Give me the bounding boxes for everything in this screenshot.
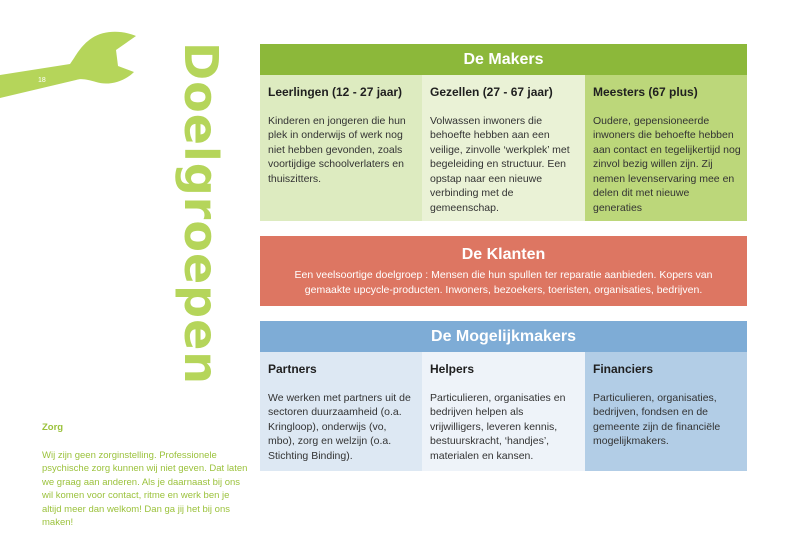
mogelijkmakers-section [260,321,747,471]
wrench-label: 18 [38,77,46,84]
makers-column-gezellen [422,75,585,221]
page-title-container [170,42,230,422]
zorg-note [42,421,250,530]
klanten-header: De Klanten [461,246,546,263]
makers-section [260,44,747,221]
column-text: Oudere, gepensioneerde inwoners die behoefte hebben aan contact en tegelijkertijd nog zinvol bezig willen zijn. Zij nemen levenservaring mee en delen dit met nieuwe generaties [593,114,741,214]
wrench-icon [0,20,140,110]
page-title: Doelgroepen [174,42,228,386]
column-heading: Gezellen (27 - 67 jaar) [430,85,553,99]
column-text: Particulieren, organisaties en bedrijven helpen als vrijwilligers, leveren kennis, bestuurskracht, ‘handjes’, materialen en kansen. [430,391,566,462]
mogelijkmakers-column-partners [260,352,422,471]
column-heading: Financiers [593,362,654,376]
klanten-text: Een veelsoortige doelgroep : Mensen die hun spullen ter reparatie aanbieden. Kopers van gemaakte upcycle-producten. Inwoners, bezoekers, toeristen, organisaties, bedrijven. [294,269,713,296]
zorg-heading: Zorg [42,422,64,433]
makers-column-meesters [585,75,747,221]
column-heading: Helpers [430,362,475,376]
makers-header: De Makers [260,44,747,75]
column-text: Kinderen en jongeren die hun plek in onderwijs of werk nog niet hebben gevonden, zoals voortijdige schoolverlaters en thuiszitters. [268,114,406,185]
mogelijkmakers-column-helpers [422,352,585,471]
column-text: Volwassen inwoners die behoefte hebben aan een veilige, zinvolle ‘werkplek’ met begeleiding en structuur. Een opstap naar een nieuwe verbinding met de gemeenschap. [430,114,570,214]
mogelijkmakers-header: De Mogelijkmakers [260,321,747,352]
mogelijkmakers-column-financiers [585,352,747,471]
column-text: We werken met partners uit de sectoren duurzaamheid (o.a. Kringloop), onderwijs (vo, mbo), zorg en welzijn (o.a. Stichting Binding). [268,391,411,462]
zorg-text: Wij zijn geen zorginstelling. Professionele psychische zorg kunnen wij niet geven. Dat laten we graag aan anderen. Als je daarnaast bij ons wil komen voor contact, ritme en werk ben je altijd meer dan welkom! Dan ga jij het bij ons maken! [42,449,248,528]
column-heading: Partners [268,362,317,376]
klanten-section [260,236,747,306]
makers-column-leerlingen [260,75,422,221]
column-text: Particulieren, organisaties, bedrijven, fondsen en de gemeente zijn de financiële mogelijkmakers. [593,391,721,447]
column-heading: Meesters (67 plus) [593,85,698,99]
column-heading: Leerlingen (12 - 27 jaar) [268,85,403,99]
